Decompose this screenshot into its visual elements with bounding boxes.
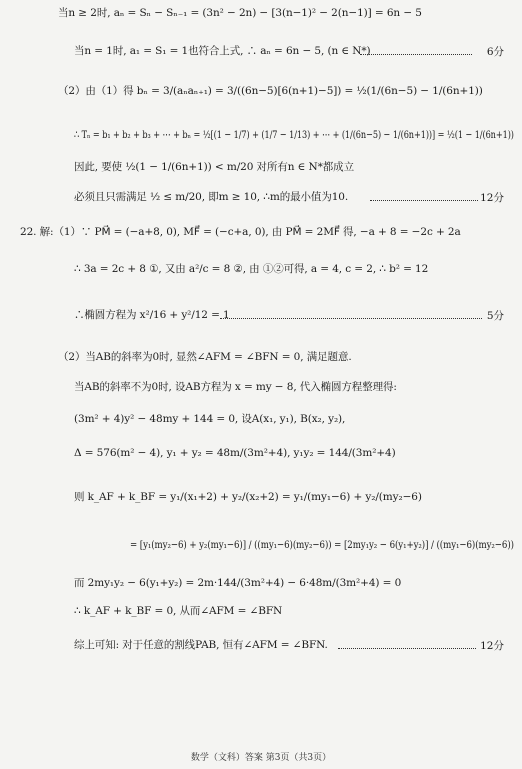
page-footer: 数学（文科）答案 第3页（共3页）	[190, 753, 332, 763]
text-line: 而 2my₁y₂ − 6(y₁+y₂) = 2m·144/(3m²+4) − 6·48m/(3m²+4) = 0	[74, 577, 402, 589]
text-line: 综上可知: 对于任意的割线PAB, 恒有∠AFM = ∠BFN.	[74, 639, 328, 651]
text-line: 当n = 1时, a₁ = S₁ = 1也符合上式, ∴ aₙ = 6n − 5, (n ∈ N*)	[74, 45, 371, 57]
text-line: (3m² + 4)y² − 48my + 144 = 0, 设A(x₁, y₁), B(x₂, y₂),	[74, 413, 346, 425]
text-line: 当AB的斜率不为0时, 设AB方程为 x = my − 8, 代入椭圆方程整理得:	[74, 381, 397, 393]
text-line: ∴椭圆方程为 x²/16 + y²/12 = 1	[74, 309, 230, 321]
text-line: 当n ≥ 2时, aₙ = Sₙ − Sₙ₋₁ = (3n² − 2n) − [3(n−1)² − 2(n−1)] = 6n − 5	[58, 7, 422, 19]
text-line: 则 k_AF + k_BF = y₁/(x₁+2) + y₂/(x₂+2) = y₁/(my₁−6) + y₂/(my₂−6)	[74, 491, 422, 503]
text-line: 必须且只需满足 ½ ≤ m/20, 即m ≥ 10, ∴m的最小值为10.	[74, 191, 349, 203]
leader-dots	[220, 318, 482, 319]
text-line: 22. 解:（1）∵ PM⃗ = (−a+8, 0), MF⃗ = (−c+a, 0), 由 PM⃗ = 2MF⃗ 得, −a + 8 = −2c + 2a	[20, 226, 461, 238]
leader-dots	[360, 54, 472, 55]
leader-dots	[370, 200, 478, 201]
text-line: ∴ k_AF + k_BF = 0, 从而∠AFM = ∠BFN	[74, 605, 283, 617]
text-line: （2）由（1）得 bₙ = 3/(aₙaₙ₊₁) = 3/((6n−5)[6(n+1)−5]) = ½(1/(6n−5) − 1/(6n+1))	[58, 85, 483, 97]
text-line: 因此, 要使 ½(1 − 1/(6n+1)) < m/20 对所有n ∈ N*都成立	[74, 161, 354, 173]
leader-dots	[338, 648, 476, 649]
text-line: Δ = 576(m² − 4), y₁ + y₂ = 48m/(3m²+4), y₁y₂ = 144/(3m²+4)	[74, 447, 396, 459]
score-label: 6分	[486, 46, 504, 58]
score-label: 12分	[480, 640, 504, 652]
text-line: = [y₁(my₂−6) + y₂(my₁−6)] / ((my₁−6)(my₂−6)) = [2my₁y₂ − 6(y₁+y₂)] / ((my₁−6)(my₂−6))	[130, 539, 514, 551]
text-line: （2）当AB的斜率为0时, 显然∠AFM = ∠BFN = 0, 满足题意.	[58, 351, 352, 363]
score-label: 12分	[480, 192, 504, 204]
text-line: ∴ 3a = 2c + 8 ①, 又由 a²/c = 8 ②, 由 ①②可得, a = 4, c = 2, ∴ b² = 12	[74, 263, 429, 275]
text-line: ∴ Tₙ = b₁ + b₂ + b₃ + ⋯ + bₙ = ½[(1 − 1/7) + (1/7 − 1/13) + ⋯ + (1/(6n−5) − 1/(6n+1))] = ½(1 − 1/(6n+1))	[74, 129, 514, 141]
score-label: 5分	[486, 310, 504, 322]
